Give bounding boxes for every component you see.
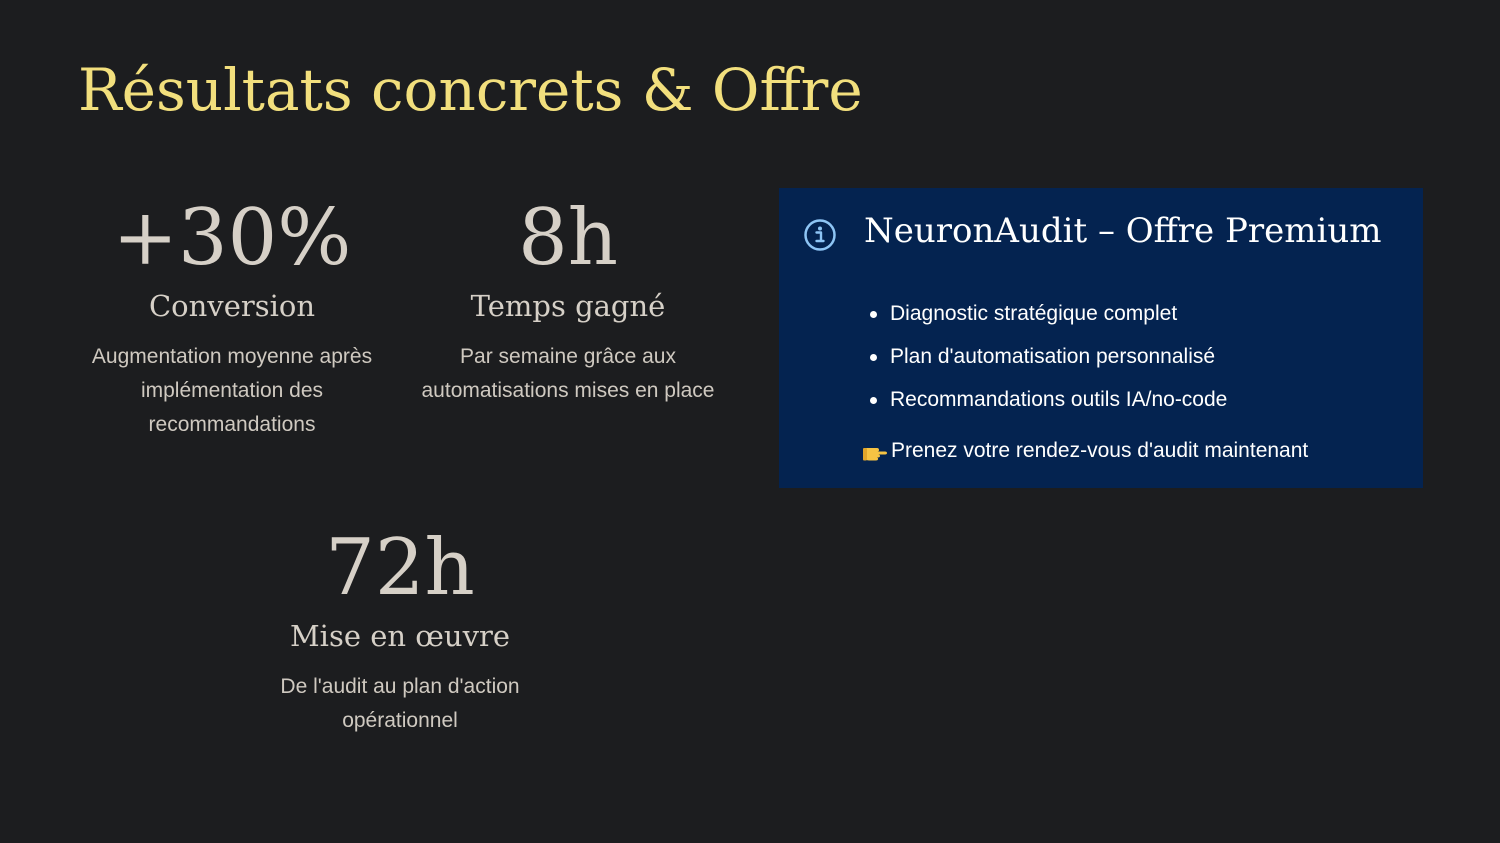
stat-value: 72h <box>325 523 475 613</box>
offer-feature-item: Diagnostic stratégique complet <box>867 292 1227 335</box>
stat-value: +30% <box>112 193 352 283</box>
offer-feature-list <box>867 292 1227 421</box>
stat-label: Mise en œuvre <box>289 619 511 653</box>
offer-feature-item: Recommandations outils IA/no-code <box>867 378 1227 421</box>
stat-description: De l'audit au plan d'action opérationnel <box>280 675 520 732</box>
stat-label: Conversion <box>148 289 316 323</box>
offer-cta <box>863 436 1308 466</box>
offer-callout <box>779 188 1423 488</box>
stat-card-time-saved <box>418 192 718 408</box>
stat-card-conversion <box>82 192 382 442</box>
stat-description: Par semaine grâce aux automatisations mises en place <box>421 345 715 402</box>
pointing-hand-icon <box>863 441 887 461</box>
offer-feature-item: Plan d'automatisation personnalisé <box>867 335 1227 378</box>
page-title: Résultats concrets & Offre <box>78 56 863 124</box>
offer-cta-text: Prenez votre rendez-vous d'audit maintenant <box>891 439 1309 462</box>
offer-title: NeuronAudit – Offre Premium <box>864 211 1382 251</box>
stat-card-implementation <box>250 522 550 738</box>
stat-label: Temps gagné <box>470 289 666 323</box>
stat-description: Augmentation moyenne après implémentation des recommandations <box>91 345 373 436</box>
stat-value: 8h <box>518 193 618 283</box>
info-icon <box>803 218 837 252</box>
